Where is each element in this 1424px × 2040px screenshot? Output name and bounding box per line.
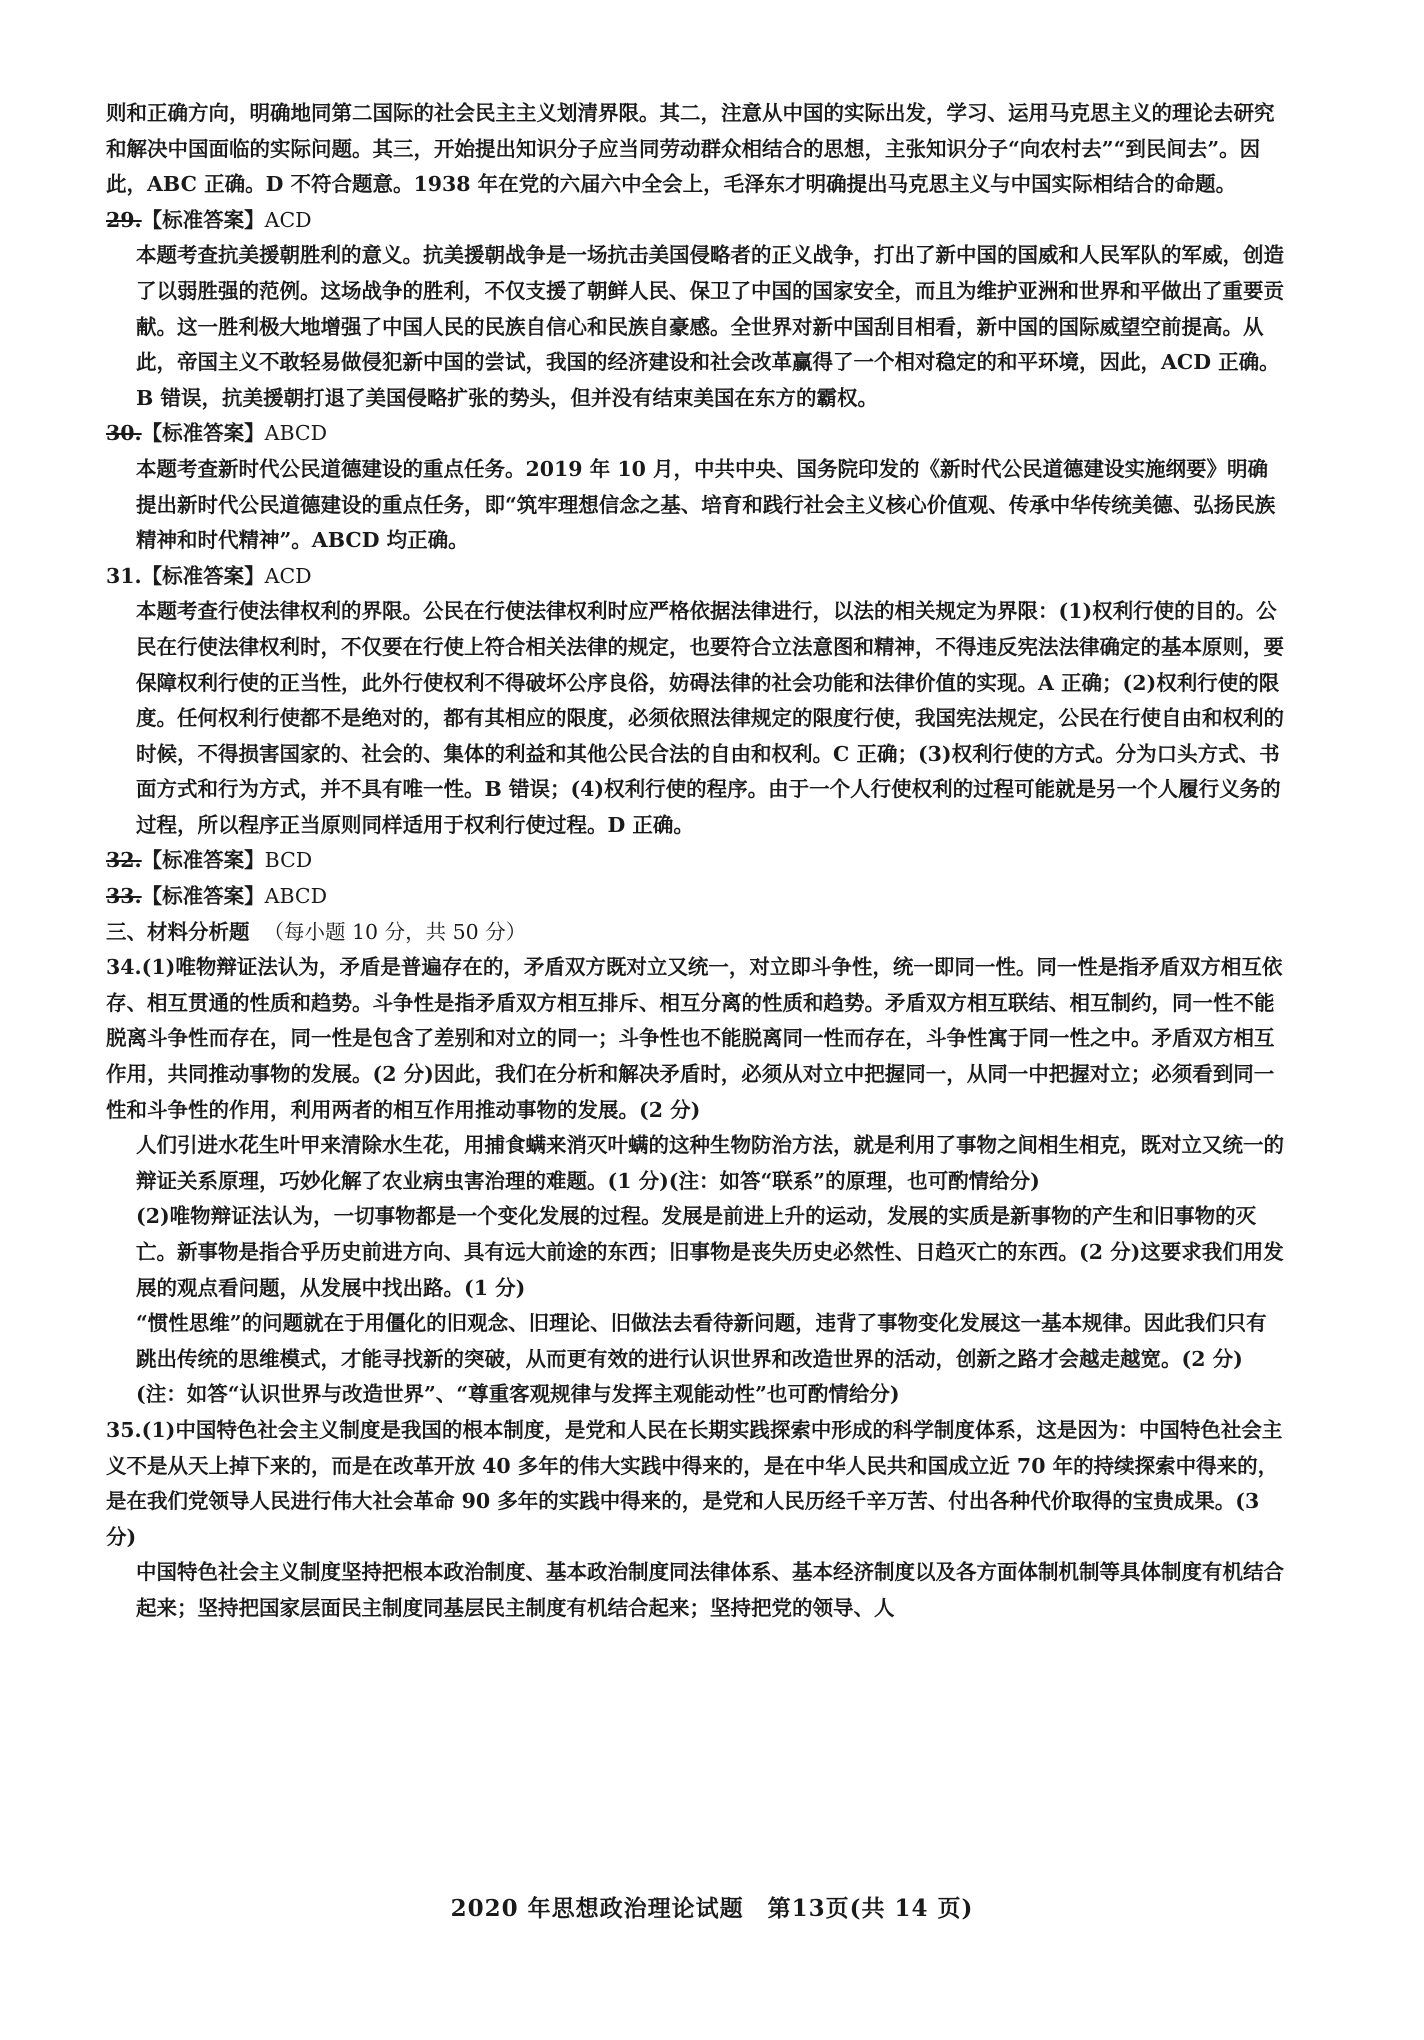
question-number: 29. — [106, 207, 142, 232]
explanation: 本题考查新时代公民道德建设的重点任务。2019 年 10 月，中共中央、国务院印发的《新时代公民道德建设实施纲要》明确提出新时代公民道德建设的重点任务，即“筑牢理想信念之基、培育和践行社会主义核心价值观、传承中华传统美德、弘扬民族精神和时代精神”。ABCD 均正确。 — [136, 456, 1276, 553]
section-title: 三、材料分析题 — [106, 919, 250, 944]
answer-30 — [106, 416, 1284, 558]
answer-label: 【标准答案】 — [141, 884, 265, 909]
answer-content — [106, 96, 1284, 1627]
q34-part-1: 34.(1)唯物辩证法认为，矛盾是普遍存在的，矛盾双方既对立又统一，对立即斗争性，统一即同一性。同一性是指矛盾双方相互依存、相互贯通的性质和趋势。斗争性是指矛盾双方相互排斥、相互分离的性质和趋势。矛盾双方相互联结、相互制约，同一性不能脱离斗争性而存在，同一性是包含了差别和对立的同一；斗争性也不能脱离同一性而存在，斗争性寓于同一性之中。矛盾双方相互作用，共同推动事物的发展。(2 分)因此，我们在分析和解决矛盾时，必须从对立中把握同一，从同一中把握对立；必须看到同一性和斗争性的作用，利用两者的相互作用推动事物的发展。(2 分) — [106, 955, 1283, 1122]
q34-analysis-2: “惯性思维”的问题就在于用僵化的旧观念、旧理论、旧做法去看待新问题，违背了事物变化发展这一基本规律。因此我们只有跳出传统的思维模式，才能寻找新的突破，从而更有效的进行认识世界和改造世界的活动，创新之路才会越走越宽。(2 分)(注：如答“认识世界与改造世界”、“尊重客观规律与发挥主观能动性”也可酌情给分) — [136, 1311, 1267, 1407]
intro-paragraph: 则和正确方向，明确地同第二国际的社会民主主义划清界限。其二，注意从中国的实际出发，学习、运用马克思主义的理论去研究和解决中国面临的实际问题。其三，开始提出知识分子应当同劳动群众相结合的思想，主张知识分子“向农村去”“到民间去”。因此，ABC 正确。D 不符合题意。1938 年在党的六届六中全会上，毛泽东才明确提出马克思主义与中国实际相结合的命题。 — [106, 101, 1275, 197]
explanation: 本题考查行使法律权利的界限。公民在行使法律权利时应严格依据法律进行，以法的相关规定为界限：(1)权利行使的目的。公民在行使法律权利时，不仅要在行使上符合相关法律的规定，也要符合立法意图和精神，不得违反宪法法律确定的基本原则，要保障权利行使的正当性，此外行使权利不得破坏公序良俗，妨碍法律的社会功能和法律价值的实现。A 正确；(2)权利行使的限度。任何权利行使都不是绝对的，都有其相应的限度，必须依照法律规定的限度行使，我国宪法规定，公民在行使自由和权利的时候，不得损害国家的、社会的、集体的利益和其他公民合法的自由和权利。C 正确；(3)权利行使的方式。分为口头方式、书面方式和行为方式，并不具有唯一性。B 错误；(4)权利行使的程序。由于一个人行使权利的过程可能就是另一个人履行义务的过程，所以程序正当原则同样适用于权利行使过程。D 正确。 — [136, 599, 1284, 837]
answer-value: ACD — [264, 563, 312, 588]
question-35 — [106, 1413, 1284, 1627]
q35-analysis-1: 中国特色社会主义制度坚持把根本政治制度、基本政治制度同法律体系、基本经济制度以及各方面体制机制等具体制度有机结合起来；坚持把国家层面民主制度同基层民主制度有机结合起来；坚持把党的领导、人 — [136, 1560, 1284, 1620]
section-heading — [106, 915, 1284, 951]
question-number: 32. — [106, 848, 142, 873]
answer-29 — [106, 203, 1284, 417]
answer-label: 【标准答案】 — [141, 563, 265, 588]
answer-31 — [106, 559, 1284, 844]
q35-part-1: 35.(1)中国特色社会主义制度是我国的根本制度，是党和人民在长期实践探索中形成的科学制度体系，这是因为：中国特色社会主义不是从天上掉下来的，而是在改革开放 40 多年的伟大实践中得来的，是在中华人民共和国成立近 70 年的持续探索中得来的，是在我们党领导人民进行伟大社会革命 90 多年的实践中得来的，是党和人民历经千辛万苦、付出各种代价取得的宝贵成果。(3 分) — [106, 1417, 1283, 1549]
question-number: 35. — [106, 1417, 142, 1442]
q34-part-2: (2)唯物辩证法认为，一切事物都是一个变化发展的过程。发展是前进上升的运动，发展的实质是新事物的产生和旧事物的灭亡。新事物是指合乎历史前进方向、具有远大前途的东西；旧事物是丧失历史必然性、日趋灭亡的东西。(2 分)这要求我们用发展的观点看问题，从发展中找出路。(1 分) — [136, 1204, 1284, 1300]
explanation: 本题考查抗美援朝胜利的意义。抗美援朝战争是一场抗击美国侵略者的正义战争，打出了新中国的国威和人民军队的军威，创造了以弱胜强的范例。这场战争的胜利，不仅支援了朝鲜人民、保卫了中国的国家安全，而且为维护亚洲和世界和平做出了重要贡献。这一胜利极大地增强了中国人民的民族自信心和民族自豪感。全世界对新中国刮目相看，新中国的国际威望空前提高。从此，帝国主义不敢轻易做侵犯新中国的尝试，我国的经济建设和社会改革赢得了一个相对稳定的和平环境，因此，ACD 正确。B 错误，抗美援朝打退了美国侵略扩张的势头，但并没有结束美国在东方的霸权。 — [136, 243, 1284, 410]
page-footer: 2020 年思想政治理论试题 第13页(共 14 页) — [450, 1895, 974, 1922]
question-number: 31. — [106, 563, 142, 588]
answer-32 — [106, 843, 1284, 879]
answer-label: 【标准答案】 — [141, 207, 265, 232]
answer-value: ABCD — [264, 884, 328, 909]
question-number: 30. — [106, 421, 142, 446]
q34-analysis-1: 人们引进水花生叶甲来清除水生花，用捕食螨来消灭叶螨的这种生物防治方法，就是利用了事物之间相生相克，既对立又统一的辩证关系原理，巧妙化解了农业病虫害治理的难题。(1 分)(注：如答“联系”的原理，也可酌情给分) — [136, 1133, 1284, 1193]
answer-label: 【标准答案】 — [141, 848, 265, 873]
question-number: 33. — [106, 884, 142, 909]
question-34 — [106, 950, 1284, 1413]
answer-value: BCD — [264, 848, 313, 873]
answer-value: ACD — [264, 207, 312, 232]
answer-33 — [106, 879, 1284, 915]
section-note: （每小题 10 分，共 50 分） — [263, 919, 527, 944]
answer-value: ABCD — [264, 421, 328, 446]
answer-label: 【标准答案】 — [141, 421, 265, 446]
question-number: 34. — [106, 955, 142, 980]
